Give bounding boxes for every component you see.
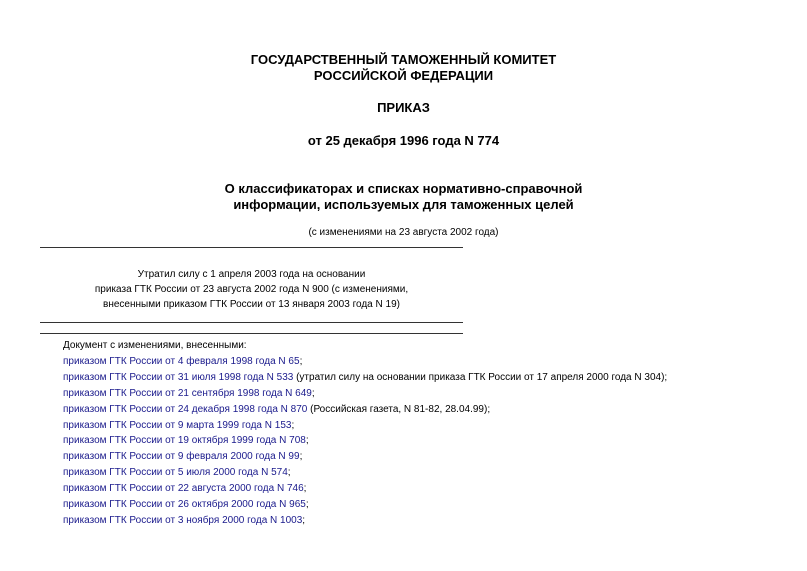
amendment-link[interactable]: приказом ГТК России от 24 декабря 1998 года N 870 (63, 403, 308, 415)
amendments-list (63, 338, 667, 529)
amendment-link[interactable]: приказом ГТК России от 19 октября 1999 года N 708 (63, 435, 306, 447)
amendment-note: ; (299, 451, 303, 463)
changes-note: (с изменениями на 23 августа 2002 года) (308, 227, 499, 238)
amendment-link[interactable]: приказом ГТК России от 26 октября 2000 года N 965 (63, 499, 306, 511)
amendment-link[interactable]: приказом ГТК России от 21 сентября 1998 года N 649 (63, 387, 312, 399)
amendment-item (63, 513, 667, 529)
document-type: ПРИКАЗ (377, 100, 430, 115)
amendment-note: ; (311, 387, 315, 399)
amendment-item (63, 386, 667, 402)
amendment-note: ; (299, 355, 303, 367)
amendment-item (63, 433, 667, 449)
divider (40, 322, 463, 323)
org-line-1: ГОСУДАРСТВЕННЫЙ ТАМОЖЕННЫЙ КОМИТЕТ (250, 52, 557, 67)
org-line-2: РОССИЙСКОЙ ФЕДЕРАЦИИ (313, 68, 494, 83)
amendment-note: ; (305, 435, 309, 447)
issuing-organization (0, 52, 807, 84)
amendment-item (63, 418, 667, 434)
amendment-item (63, 449, 667, 465)
amendment-link[interactable]: приказом ГТК России от 9 февраля 2000 года N 99 (63, 451, 300, 463)
amendment-item (63, 481, 667, 497)
amendment-link[interactable]: приказом ГТК России от 31 июля 1998 года N 533 (63, 371, 294, 383)
document-subject (0, 181, 807, 213)
amendment-note: ; (305, 499, 309, 511)
amendment-note: ; (291, 419, 295, 431)
divider (40, 247, 463, 248)
amendment-note: ; (302, 514, 306, 526)
expiration-line-1: Утратил силу с 1 апреля 2003 года на основании (137, 269, 366, 280)
amendment-note: (Российская газета, N 81-82, 28.04.99); (307, 403, 491, 415)
amendment-note: ; (287, 467, 291, 479)
amendment-item (63, 354, 667, 370)
amendment-item (63, 402, 667, 418)
amendment-note: ; (303, 483, 307, 495)
expiration-line-3: внесенными приказом ГТК России от 13 января 2003 года N 19) (103, 299, 400, 310)
subject-line-1: О классификаторах и списках нормативно-справочной (224, 181, 583, 196)
document-date-number: от 25 декабря 1996 года N 774 (307, 133, 500, 148)
amendment-item (63, 497, 667, 513)
divider (40, 333, 463, 334)
amendments-title: Документ с изменениями, внесенными: (63, 340, 247, 351)
amendment-link[interactable]: приказом ГТК России от 9 марта 1999 года N 153 (63, 419, 292, 431)
amendment-item (63, 370, 667, 386)
expiration-notice (40, 267, 463, 312)
expiration-line-2: приказа ГТК России от 23 августа 2002 года N 900 (с изменениями, (94, 284, 409, 295)
amendment-link[interactable]: приказом ГТК России от 3 ноября 2000 года N 1003 (63, 514, 303, 526)
amendment-link[interactable]: приказом ГТК России от 5 июля 2000 года N 574 (63, 467, 288, 479)
amendment-link[interactable]: приказом ГТК России от 4 февраля 1998 года N 65 (63, 355, 300, 367)
amendment-note: (утратил силу на основании приказа ГТК России от 17 апреля 2000 года N 304); (293, 371, 668, 383)
amendment-item (63, 465, 667, 481)
amendment-link[interactable]: приказом ГТК России от 22 августа 2000 года N 746 (63, 483, 304, 495)
subject-line-2: информации, используемых для таможенных целей (233, 197, 574, 212)
